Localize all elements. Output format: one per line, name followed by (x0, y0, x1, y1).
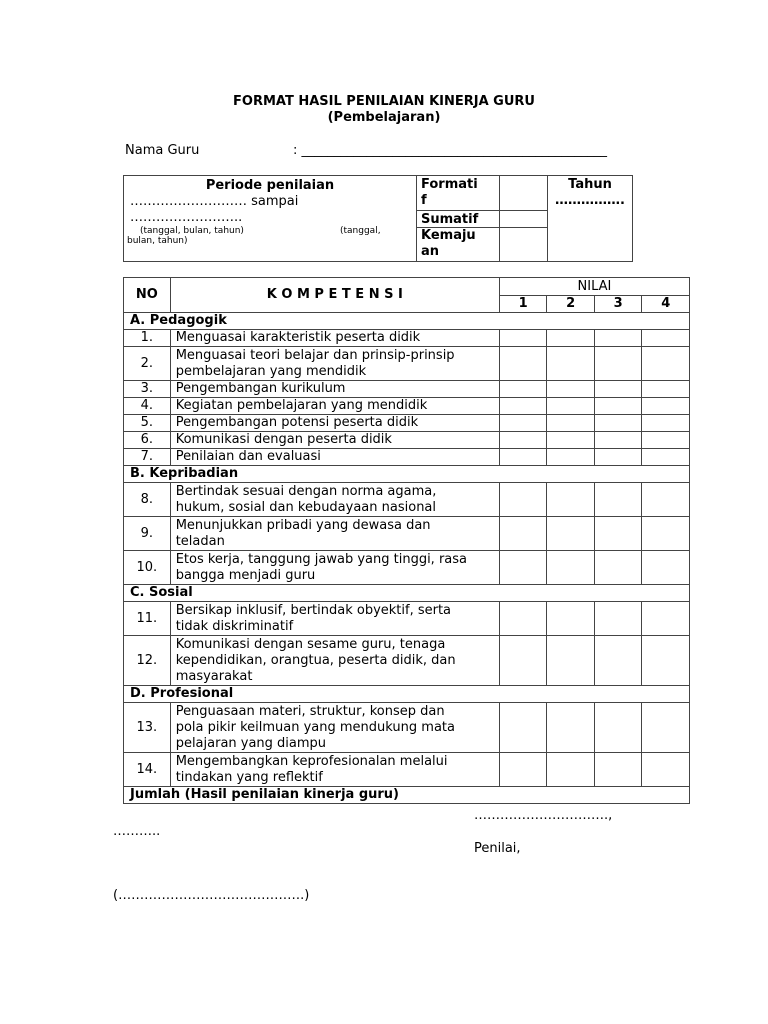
tahun-label: Tahun (568, 177, 612, 192)
nilai-cell-3[interactable] (594, 517, 642, 551)
nilai-cell-2[interactable] (547, 415, 595, 432)
row-number: 5. (124, 415, 171, 432)
nilai-cell-2[interactable] (547, 636, 595, 686)
nilai-cell-1[interactable] (499, 330, 547, 347)
competency-line: Komunikasi dengan sesame guru, tenaga (175, 636, 446, 652)
nilai-cell-1[interactable] (499, 347, 547, 381)
nilai-cell-3[interactable] (594, 602, 642, 636)
row-number: 10. (124, 551, 171, 585)
row-number: 6. (124, 432, 171, 449)
competency-line: Menguasai karakteristik peserta didik (175, 330, 421, 345)
period-end-field[interactable]: …………………….. (130, 210, 243, 225)
competency-line: hukum, sosial dan kebudayaan nasional (175, 499, 437, 515)
competency-text (170, 381, 499, 398)
table-row (124, 551, 690, 585)
nilai-cell-2[interactable] (547, 483, 595, 517)
place-dots: ……….. (113, 824, 161, 839)
nilai-cell-2[interactable] (547, 449, 595, 466)
nilai-cell-2[interactable] (547, 551, 595, 585)
section-label: C. Sosial (124, 585, 690, 602)
nilai-cell-2[interactable] (547, 381, 595, 398)
nilai-cell-1[interactable] (499, 636, 547, 686)
sumatif-checkbox[interactable] (500, 211, 548, 228)
nama-guru-label: Nama Guru (125, 143, 200, 158)
tahun-cell (548, 176, 633, 262)
competency-text (170, 483, 499, 517)
nilai-col-3: 3 (594, 296, 642, 313)
table-row (124, 347, 690, 381)
period-note-cont: bulan, tahun) (127, 236, 188, 246)
row-number: 4. (124, 398, 171, 415)
row-number: 13. (124, 703, 171, 753)
nilai-cell-1[interactable] (499, 703, 547, 753)
sumatif-label: Sumatif (417, 211, 500, 228)
table-row (124, 636, 690, 686)
nilai-cell-1[interactable] (499, 551, 547, 585)
nilai-cell-2[interactable] (547, 517, 595, 551)
nilai-col-2: 2 (547, 296, 595, 313)
table-row (124, 381, 690, 398)
nilai-cell-4[interactable] (642, 330, 690, 347)
competency-line: Pengembangan potensi peserta didik (175, 415, 419, 430)
nilai-cell-3[interactable] (594, 483, 642, 517)
section-label: A. Pedagogik (124, 313, 690, 330)
competency-text (170, 398, 499, 415)
period-table (123, 175, 633, 262)
formatif-label: Formati f (417, 176, 500, 211)
nilai-cell-3[interactable] (594, 703, 642, 753)
nama-guru-field[interactable]: : _______________________________________________ (293, 143, 608, 158)
competency-line: teladan (175, 533, 225, 549)
nilai-cell-3[interactable] (594, 636, 642, 686)
competency-line: pelajaran yang diampu (175, 735, 327, 751)
table-row (124, 449, 690, 466)
competency-text (170, 636, 499, 686)
row-number: 2. (124, 347, 171, 381)
table-row (124, 517, 690, 551)
competency-text (170, 347, 499, 381)
competency-line: kependidikan, orangtua, peserta didik, dan (175, 652, 456, 668)
nilai-cell-4[interactable] (642, 703, 690, 753)
competency-line: Penguasaan materi, struktur, konsep dan (175, 703, 445, 719)
competency-text (170, 415, 499, 432)
table-row (124, 703, 690, 753)
period-start-field[interactable]: ……………………… sampai (130, 194, 299, 209)
section-label: D. Profesional (124, 686, 690, 703)
period-notes (127, 226, 410, 248)
formatif-checkbox[interactable] (500, 176, 548, 211)
nilai-cell-2[interactable] (547, 753, 595, 787)
section-row (124, 686, 690, 703)
nilai-cell-4[interactable] (642, 347, 690, 381)
nilai-cell-3[interactable] (594, 449, 642, 466)
competency-line: Menguasai teori belajar dan prinsip-prinsip (175, 347, 455, 363)
section-row (124, 313, 690, 330)
date-field[interactable]: …………………………., (474, 808, 613, 823)
competency-line: tidak diskriminatif (175, 618, 294, 634)
competency-text (170, 517, 499, 551)
competency-line: bangga menjadi guru (175, 567, 316, 583)
row-number: 12. (124, 636, 171, 686)
nilai-cell-2[interactable] (547, 347, 595, 381)
competency-line: Mengembangkan keprofesionalan melalui (175, 753, 448, 769)
nilai-cell-3[interactable] (594, 551, 642, 585)
nilai-cell-4[interactable] (642, 398, 690, 415)
total-label: Jumlah (Hasil penilaian kinerja guru) (124, 787, 690, 804)
table-row (124, 330, 690, 347)
row-number: 7. (124, 449, 171, 466)
tahun-field[interactable]: ……………. (555, 193, 625, 208)
section-label: B. Kepribadian (124, 466, 690, 483)
competency-line: masyarakat (175, 668, 253, 684)
row-number: 9. (124, 517, 171, 551)
nilai-cell-1[interactable] (499, 753, 547, 787)
nilai-cell-4[interactable] (642, 551, 690, 585)
nilai-cell-4[interactable] (642, 636, 690, 686)
nilai-cell-1[interactable] (499, 602, 547, 636)
penilai-label: Penilai, (474, 841, 521, 856)
nilai-cell-3[interactable] (594, 753, 642, 787)
competency-text (170, 432, 499, 449)
signature-field[interactable]: (…………………………………….) (113, 888, 310, 903)
nilai-cell-2[interactable] (547, 330, 595, 347)
row-number: 8. (124, 483, 171, 517)
competency-line: Etos kerja, tanggung jawab yang tinggi, rasa (175, 551, 468, 567)
table-row (124, 753, 690, 787)
table-row (124, 415, 690, 432)
competency-text (170, 602, 499, 636)
nilai-cell-4[interactable] (642, 483, 690, 517)
competency-line: Bersikap inklusif, bertindak obyektif, serta (175, 602, 452, 618)
nilai-cell-4[interactable] (642, 753, 690, 787)
competency-line: Kegiatan pembelajaran yang mendidik (175, 398, 428, 413)
period-note-left: (tanggal, bulan, tahun) (140, 226, 244, 236)
period-note-right: (tanggal, (340, 226, 381, 236)
competency-text (170, 551, 499, 585)
section-row (124, 466, 690, 483)
nilai-cell-2[interactable] (547, 703, 595, 753)
kemajuan-checkbox[interactable] (500, 228, 548, 262)
nilai-cell-3[interactable] (594, 347, 642, 381)
nilai-cell-1[interactable] (499, 415, 547, 432)
nilai-cell-3[interactable] (594, 381, 642, 398)
nilai-cell-2[interactable] (547, 398, 595, 415)
nilai-cell-2[interactable] (547, 432, 595, 449)
total-row (124, 787, 690, 804)
competency-line: Penilaian dan evaluasi (175, 449, 321, 464)
competency-text (170, 449, 499, 466)
row-number: 3. (124, 381, 171, 398)
nilai-cell-1[interactable] (499, 381, 547, 398)
table-row (124, 602, 690, 636)
document-title: FORMAT HASIL PENILAIAN KINERJA GURU (233, 94, 535, 109)
period-cell (124, 176, 417, 262)
col-no-header: NO (124, 278, 171, 313)
nilai-cell-1[interactable] (499, 517, 547, 551)
nilai-cell-1[interactable] (499, 398, 547, 415)
nilai-cell-1[interactable] (499, 449, 547, 466)
table-row (124, 398, 690, 415)
nilai-cell-3[interactable] (594, 330, 642, 347)
nilai-cell-1[interactable] (499, 483, 547, 517)
competency-line: pola pikir keilmuan yang mendukung mata (175, 719, 455, 735)
competency-text (170, 703, 499, 753)
col-nilai-header: NILAI (499, 278, 689, 296)
table-row (124, 483, 690, 517)
nilai-cell-4[interactable] (642, 449, 690, 466)
competency-line: pembelajaran yang mendidik (175, 363, 367, 379)
nilai-cell-3[interactable] (594, 398, 642, 415)
competency-line: tindakan yang reflektif (175, 769, 323, 785)
nilai-col-1: 1 (499, 296, 547, 313)
section-row (124, 585, 690, 602)
nilai-cell-4[interactable] (642, 602, 690, 636)
competency-line: Pengembangan kurikulum (175, 381, 346, 396)
competency-text (170, 330, 499, 347)
row-number: 11. (124, 602, 171, 636)
row-number: 14. (124, 753, 171, 787)
competency-line: Menunjukkan pribadi yang dewasa dan (175, 517, 431, 533)
kemajuan-label: Kemaju an (417, 228, 500, 262)
nilai-cell-3[interactable] (594, 432, 642, 449)
nilai-cell-4[interactable] (642, 381, 690, 398)
nilai-cell-3[interactable] (594, 415, 642, 432)
document-subtitle: (Pembelajaran) (327, 110, 441, 125)
row-number: 1. (124, 330, 171, 347)
nilai-cell-1[interactable] (499, 432, 547, 449)
competency-table (123, 277, 690, 804)
competency-line: Bertindak sesuai dengan norma agama, (175, 483, 437, 499)
nilai-cell-4[interactable] (642, 415, 690, 432)
period-label: Periode penilaian (205, 178, 335, 193)
table-row (124, 432, 690, 449)
nilai-cell-4[interactable] (642, 432, 690, 449)
nilai-col-4: 4 (642, 296, 690, 313)
competency-line: Komunikasi dengan peserta didik (175, 432, 392, 447)
nilai-cell-2[interactable] (547, 602, 595, 636)
col-kompetensi-header: K O M P E T E N S I (170, 278, 499, 313)
competency-text (170, 753, 499, 787)
nilai-cell-4[interactable] (642, 517, 690, 551)
